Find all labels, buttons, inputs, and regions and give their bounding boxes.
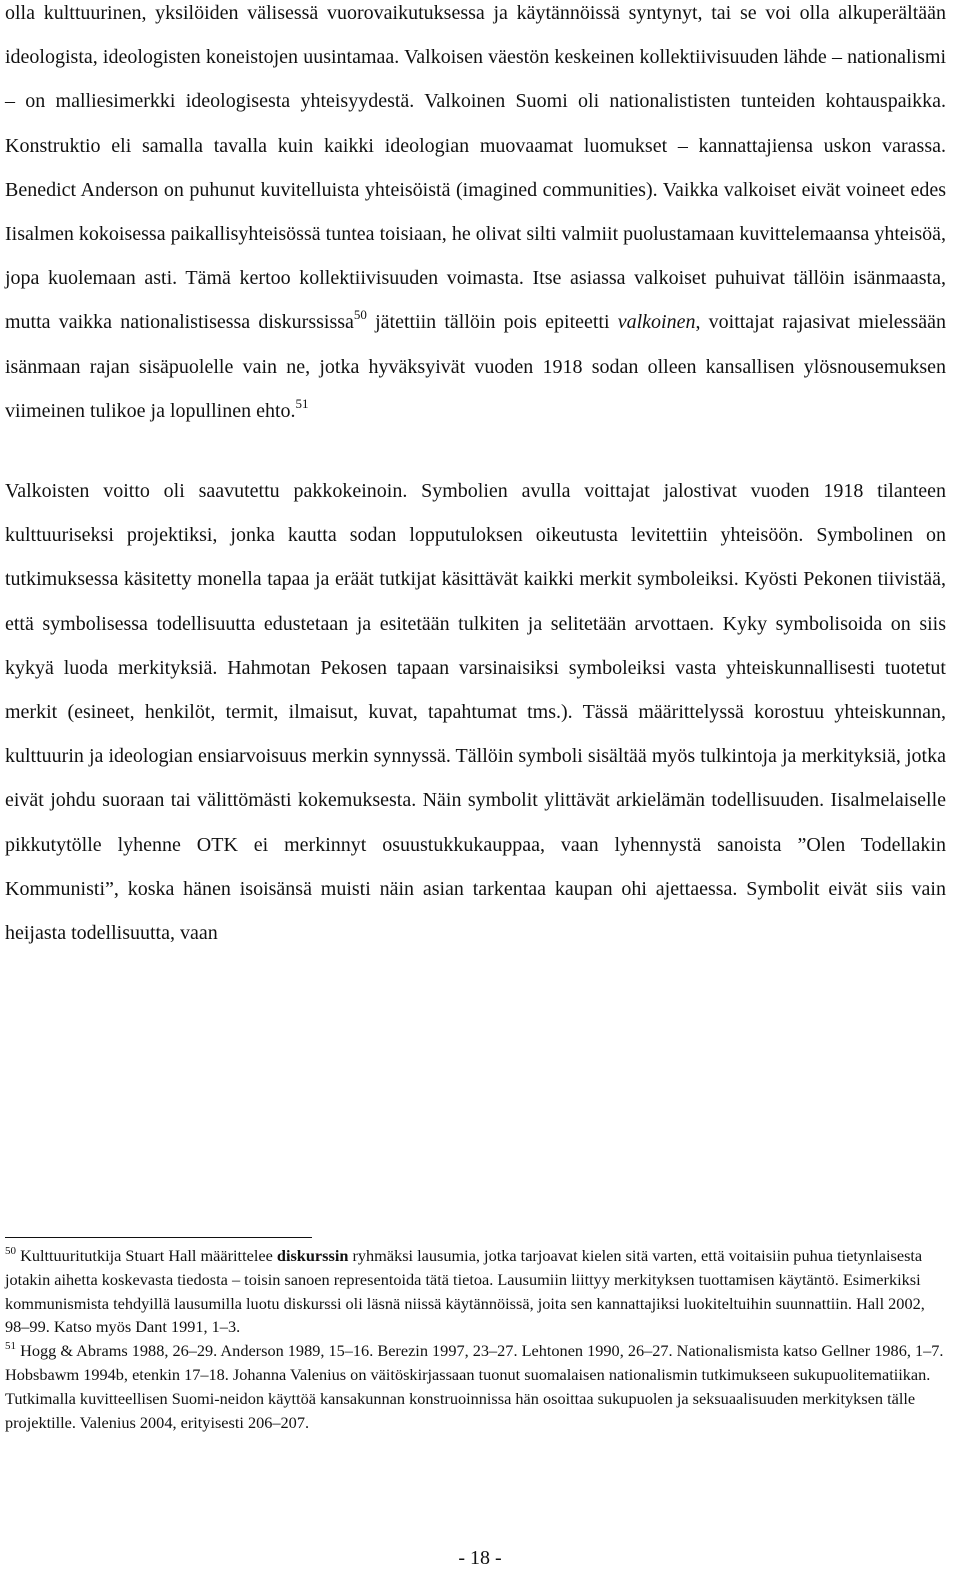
footnote-text: ryhmäksi lausumia, jotka tarjoavat kielen sitä varten, että voitaisiin puhua tietynlaisesta jotakin aihetta koskevasta tiedosta – toisin sanoen representoida tätä tietoa. Lausumiin liittyy merkityksen tuottamisen käytäntö. Esimerkiksi kommunismista tehdyillä lausumilla luotu diskurssi oli läsnä niissä käytännöissä, joita sen kannattajiksi luokiteltuihin suunnattiin. Hall 2002, 98–99. Katso myös Dant 1991, 1–3. (5, 1246, 925, 1337)
footnote-number: 51 (5, 1340, 16, 1353)
body-paragraph (5, 0, 946, 433)
footnote-ref-51[interactable]: 51 (295, 395, 309, 411)
footnote-50 (5, 1244, 946, 1339)
footnote-divider (5, 1237, 312, 1238)
footnote-51 (5, 1339, 946, 1434)
footnote-ref-50[interactable]: 50 (353, 307, 367, 323)
body-paragraph: Valkoisten voitto oli saavutettu pakkokeinoin. Symbolien avulla voittajat jalostivat vuoden 1918 tilanteen kulttuuriseksi projektiksi, jonka kautta sodan lopputuloksen oikeutusta levitettiin yhteisöön. Symbolinen on tutkimuksessa käsitetty monella tapaa ja eräät tutkijat käsittävät kaikki merkit symboleiksi. Kyösti Pekonen tiivistää, että symbolisessa todellisuutta edustetaan ja esitetään tulkiten ja selitetään arvottaen. Kyky symbolisoida on siis kykyä luoda merkityksiä. Hahmotan Pekosen tapaan varsinaisiksi symboleiksi vasta yhteiskunnallisesti tuotetut merkit (esineet, henkilöt, termit, ilmaisut, kuvat, tapahtumat tms.). Tässä määrittelyssä korostuu yhteiskunnan, kulttuurin ja ideologian ensiarvoisuus merkin synnyssä. Tällöin symboli sisältää myös tulkintoja ja merkityksiä, jotka eivät johdu suoraan tai välittömästi kokemuksesta. Näin symbolit ylittävät arkielämän todellisuuden. Iisalmelaiselle pikkutytölle lyhenne OTK ei merkinnyt osuustukkukauppaa, vaan lyhennystä sanoista ”Olen Todellakin Kommunisti”, koska hänen isoisänsä muisti näin asian tarkentaa kaupan ohi ajettaessa. Symbolit eivät siis vain heijasta todellisuutta, vaan (5, 480, 946, 945)
footnote-text: Kulttuuritutkija Stuart Hall määrittelee (16, 1246, 277, 1265)
paragraph-text: , voittajat rajasivat mielessään isänmaan rajan sisäpuolelle vain ne, jotka hyväksyivät vuoden 1918 sodan olleen kansallisen ylösnousemuksen viimeinen tulikoe ja lopullinen ehto. (5, 311, 947, 422)
paragraph-text: olla kulttuurinen, yksilöiden välisessä vuorovaikutuksessa ja käytännöissä syntynyt, tai se voi olla alkuperältään ideologista, ideologisten koneistojen uusintamaa. Valkoisen väestön keskeinen kollektiivisuuden lähde – nationalismi – on malliesimerkki ideologisesta yhteisyydestä. Valkoinen Suomi oli nationalististen tunteiden kohtauspaikka. Konstruktio eli samalla tavalla kuin kaikki ideologian muovaamat luomukset – kannattajiensa uskon varassa. Benedict Anderson on puhunut kuvitelluista yhteisöistä (imagined communities). Vaikka valkoiset eivät voineet edes Iisalmen kokoisessa paikallisyhteisössä tuntea toisiaan, he olivat silti valmiit puolustamaan kuvittelemaansa yhteisöä, jopa kuolemaan asti. Tämä kertoo kollektiivisuuden voimasta. Itse asiassa valkoiset puhuivat tällöin isänmaasta, mutta vaikka nationalistisessa diskurssissa (5, 2, 946, 334)
footnote-text: Hogg & Abrams 1988, 26–29. Anderson 1989, 15–16. Berezin 1997, 23–27. Lehtonen 1990, 26–27. Nationalismista katso Gellner 1986, 1–7. Hobsbawm 1994b, etenkin 17–18. Johanna Valenius on väitöskirjassaan tuonut suomalaisen nationalismin tutkimukseen sukupuolitematiikan. Tutkimalla kuvitteellisen Suomi-neidon käyttöä kansakunnan konstruoinnissa hän osoittaa sukupuolen ja seksuaalisuuden merkityksen tälle projektille. Valenius 2004, erityisesti 206–207. (5, 1341, 944, 1432)
page-body (5, 0, 946, 955)
footnote-number: 50 (5, 1245, 16, 1257)
footnotes (5, 1244, 946, 1434)
paragraph-text: jätettiin tällöin pois epiteetti (366, 311, 618, 334)
italic-term: valkoinen (617, 311, 696, 334)
page-number: - 18 - (458, 1547, 502, 1569)
footnote-bold-term: diskurssin (276, 1246, 349, 1265)
